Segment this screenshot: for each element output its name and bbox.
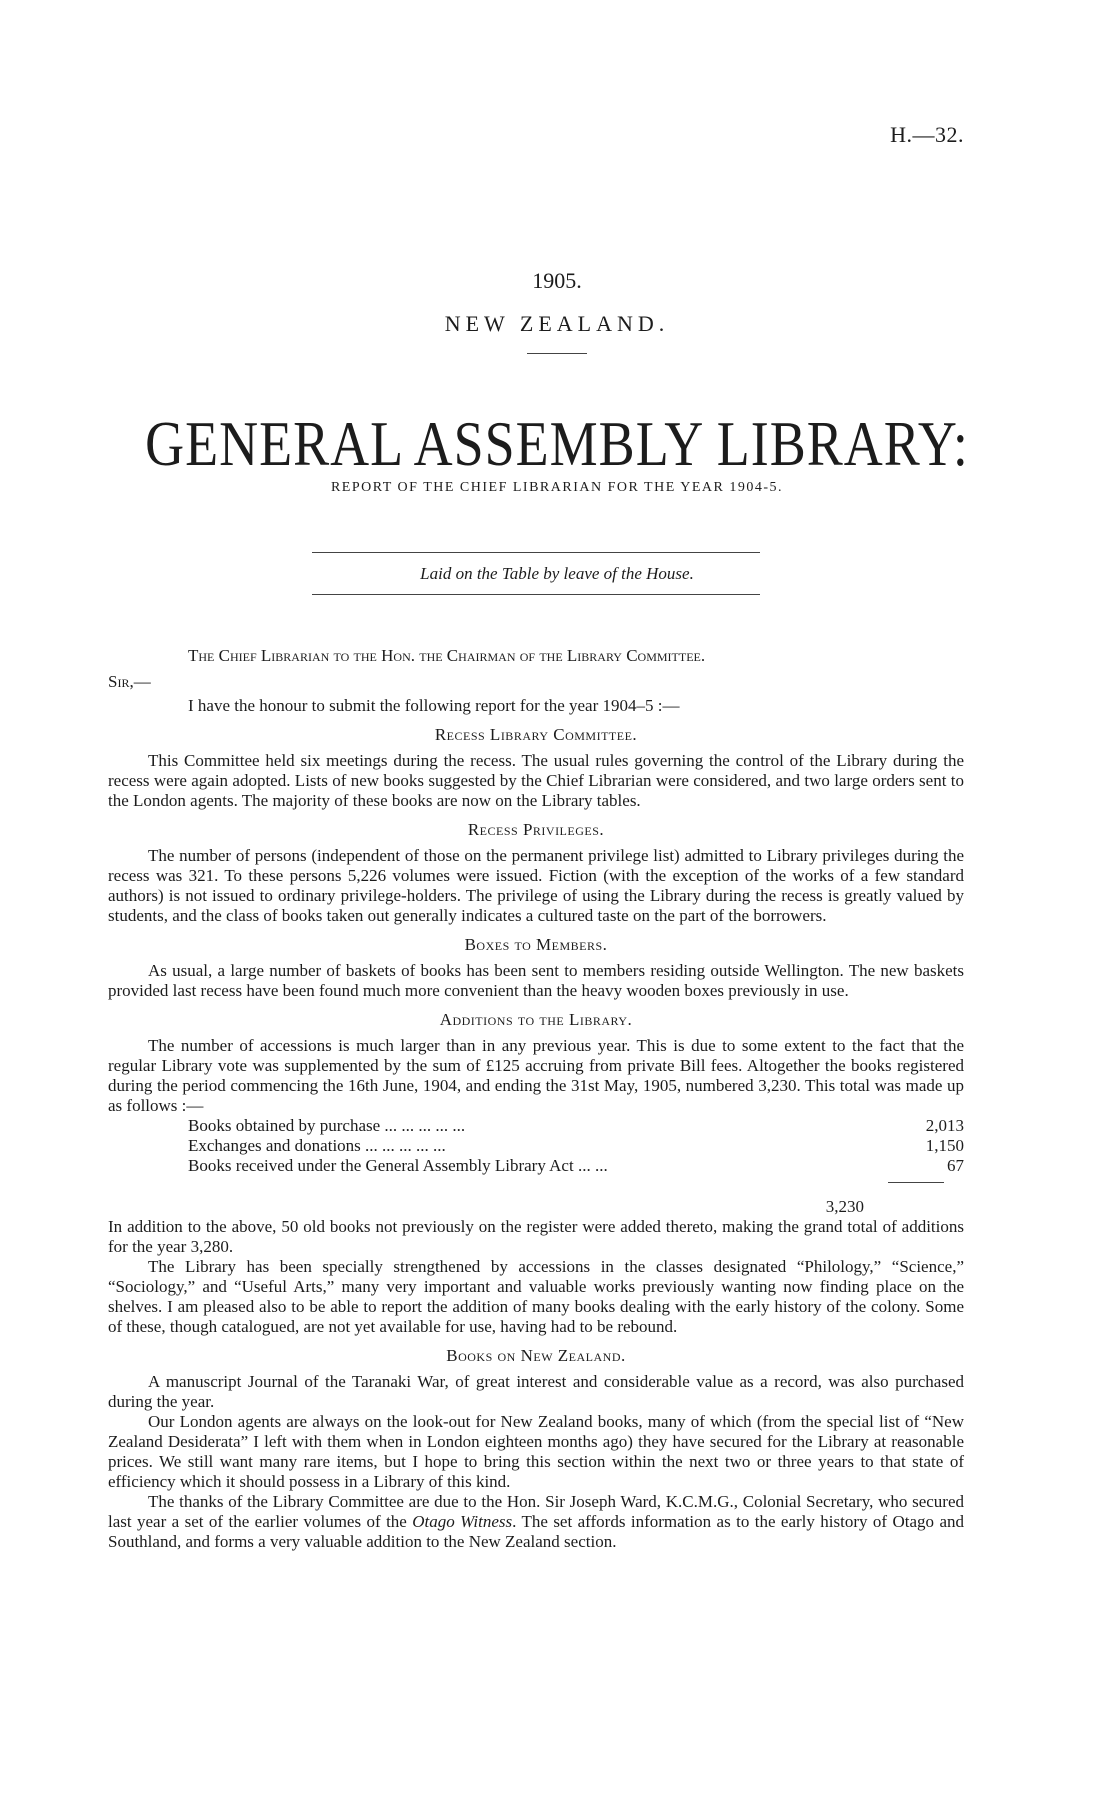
heading-nz-books: Books on New Zealand. <box>446 1346 626 1365</box>
nz-books-3-end: . The set affords information as to the early history of Otago and Southland, and forms a very valuable addition to the New Zealand section. <box>108 1512 964 1551</box>
paragraph-recess-privileges: The number of persons (independent of those on the permanent privilege list) admitted to Library privileges during the recess was 321. To these persons 5,226 volumes were issued. Fiction (with the exception of the works of a few standard authors) is not issued to ordinary privilege-holders. The privilege of using the Library during the recess is greatly valued by students, and the class of books taken out generally indicates a cultured taste on the part of the borrowers. <box>108 846 964 925</box>
salutation <box>108 646 964 694</box>
paragraph-additions-3: The Library has been specially strengthened by accessions in the classes designated “Philology,” “Science,” “Sociology,” and “Useful Arts,” many very important and valuable works previously wanting now finding place on the shelves. I am pleased also to be able to report the addition of many books dealing with the early history of the colony. Some of these, though catalogued, are not yet available for use, having had to be rebound. <box>108 1257 964 1336</box>
table-row-value: 1,150 <box>925 1136 964 1155</box>
heading-recess-privileges: Recess Privileges. <box>467 820 605 839</box>
table-row-label: Books received under the General Assembly Library Act ... ... <box>188 1156 608 1175</box>
table-row <box>188 1116 964 1136</box>
table-row-value: 2,013 <box>925 1116 964 1135</box>
heading-additions: Additions to the Library. <box>439 1010 633 1029</box>
document-country: NEW ZEALAND. <box>444 311 670 336</box>
nz-books-3-start: The thanks of the Library Committee are due to the Hon. Sir Joseph Ward, K.C.M.G., Colonial Secretary, who secured last year a set of the earlier volumes of the <box>108 1492 964 1531</box>
laid-rule-top <box>312 552 760 553</box>
table-row-label: Exchanges and donations ... ... ... ... ... <box>188 1136 446 1155</box>
accessions-total: 3,230 <box>825 1197 864 1216</box>
intro-paragraph: I have the honour to submit the following report for the year 1904–5 :— <box>188 696 680 715</box>
salutation-sir: Sir,— <box>108 672 151 691</box>
document-year: 1905. <box>532 268 582 293</box>
accessions-table <box>188 1116 964 1183</box>
page-reference: H.—32. <box>890 122 964 147</box>
laid-rule-bottom <box>312 594 760 595</box>
table-row <box>188 1156 964 1176</box>
paragraph-nz-books-1: A manuscript Journal of the Taranaki War, of great interest and considerable value as a record, was also purchased during the year. <box>108 1372 964 1411</box>
paragraph-boxes: As usual, a large number of baskets of books has been sent to members residing outside Wellington. The new baskets provided last recess have been found much more convenient than the heavy wooden boxes previously in use. <box>108 961 964 1000</box>
report-body <box>108 646 964 1552</box>
address-line: The Chief Librarian to the Hon. the Chairman of the Library Committee. <box>188 646 706 665</box>
paragraph-nz-books-3 <box>108 1492 964 1552</box>
table-row-value: 67 <box>947 1156 964 1175</box>
otago-witness-title: Otago Witness <box>412 1512 513 1531</box>
title-divider <box>527 353 587 354</box>
total-rule <box>888 1182 944 1183</box>
paragraph-additions: The number of accessions is much larger than in any previous year. This is due to some extent to the fact that the regular Library vote was supplemented by the sum of £125 accruing from private Bill fees. Altogether the books registered during the period commencing the 16th June, 1904, and ending the 31st May, 1905, numbered 3,230. This total was made up as follows :— <box>108 1036 964 1115</box>
document-subtitle: REPORT OF THE CHIEF LIBRARIAN FOR THE YEAR 1904-5. <box>330 480 784 495</box>
paragraph-recess-committee: This Committee held six meetings during the recess. The usual rules governing the control of the Library during the recess were again adopted. Lists of new books suggested by the Chief Librarian were considered, and two large orders sent to the London agents. The majority of these books are now on the Library tables. <box>108 751 964 810</box>
table-row-label: Books obtained by purchase ... ... ... ... ... <box>188 1116 466 1135</box>
table-row <box>188 1136 964 1156</box>
heading-boxes: Boxes to Members. <box>464 935 608 954</box>
paragraph-nz-books-2: Our London agents are always on the look-out for New Zealand books, many of which (from the special list of “New Zealand Desiderata” I left with them when in London eighteen months ago) they have secured for the Library at reasonable prices. We still want many rare items, but I hope to bring this section within the next two or three years to that state of efficiency which it should possess in a Library of this kind. <box>108 1412 964 1491</box>
laid-on-table-note: Laid on the Table by leave of the House. <box>420 564 694 583</box>
document-title: GENERAL ASSEMBLY LIBRARY: <box>145 408 969 480</box>
paragraph-additions-2: In addition to the above, 50 old books not previously on the register were added thereto, making the grand total of additions for the year 3,280. <box>108 1217 964 1256</box>
heading-recess-committee: Recess Library Committee. <box>434 725 638 744</box>
